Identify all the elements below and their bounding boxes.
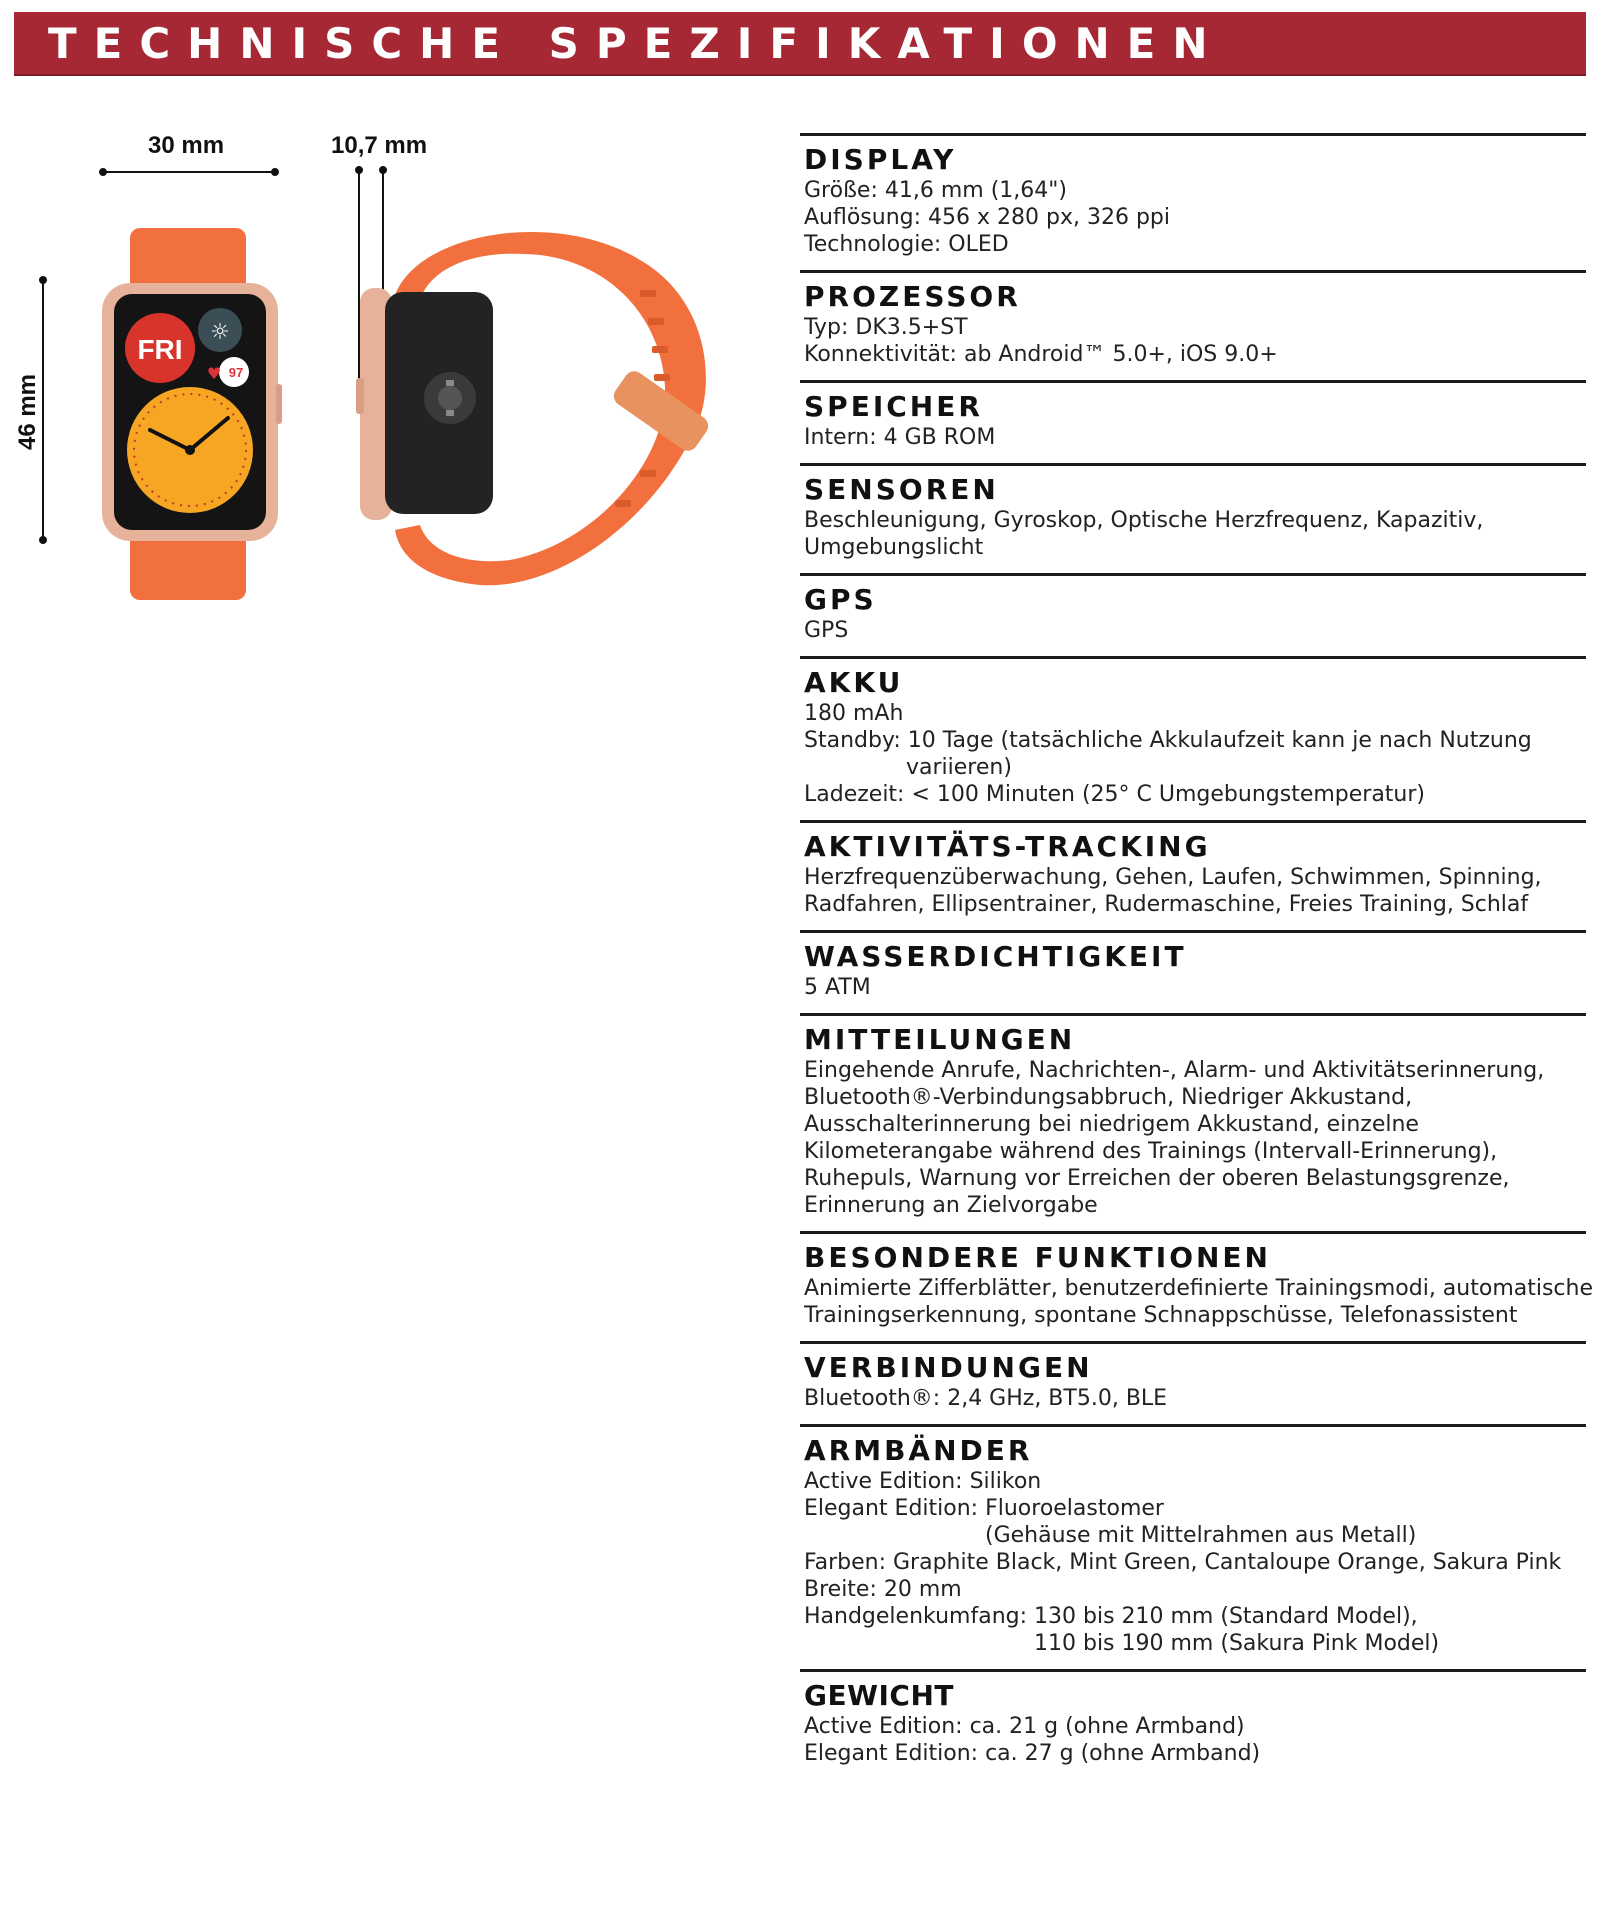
spec-line: Active Edition: ca. 21 g (ohne Armband) [804, 1714, 1245, 1739]
spec-title: VERBINDUNGEN [804, 1351, 1093, 1384]
spec-section-akku [800, 656, 1586, 820]
spec-title: MITTEILUNGEN [804, 1023, 1076, 1056]
spec-section-aktivitaets-tracking [800, 820, 1586, 930]
page-title: TECHNISCHE SPEZIFIKATIONEN [48, 19, 1225, 68]
watch-side-view [356, 232, 712, 585]
width-dimension-label: 30 mm [148, 132, 225, 159]
spec-line: Elegant Edition: ca. 27 g (ohne Armband) [804, 1741, 1261, 1766]
spec-line: 180 mAh [804, 701, 904, 726]
spec-section-gps [800, 573, 1586, 656]
watch-front-view [102, 228, 282, 600]
spec-line: Umgebungslicht [804, 535, 984, 560]
spec-section-armbaender [800, 1424, 1586, 1669]
spec-line: Bluetooth®-Verbindungsabbruch, Niedriger Akkustand, [804, 1085, 1413, 1110]
spec-line: Active Edition: Silikon [804, 1469, 1042, 1494]
spec-line: Erinnerung an Zielvorgabe [804, 1193, 1098, 1218]
spec-line: Eingehende Anrufe, Nachrichten-, Alarm- und Aktivitätserinnerung, [804, 1058, 1545, 1083]
spec-title: GPS [804, 583, 877, 616]
spec-section-wasserdichtigkeit [800, 930, 1586, 1013]
spec-line: Konnektivität: ab Android™ 5.0+, iOS 9.0+ [804, 342, 1278, 367]
spec-section-gewicht [800, 1669, 1586, 1779]
spec-title: SENSOREN [804, 473, 999, 506]
spec-title: GEWICHT [804, 1679, 954, 1712]
spec-title: ARMBÄNDER [804, 1434, 1033, 1467]
spec-section-speicher [800, 380, 1586, 463]
spec-title: PROZESSOR [804, 280, 1021, 313]
spec-line: Kilometerangabe während des Trainings (Intervall-Erinnerung), [804, 1139, 1498, 1164]
spec-title: AKTIVITÄTS-TRACKING [804, 830, 1211, 863]
spec-section-sensoren [800, 463, 1586, 573]
spec-line: 110 bis 190 mm (Sakura Pink Model) [1034, 1631, 1440, 1656]
spec-section-mitteilungen [800, 1013, 1586, 1231]
spec-line: Technologie: OLED [804, 232, 1009, 257]
spec-section-besondere-funktionen [800, 1231, 1594, 1341]
spec-line: Beschleunigung, Gyroskop, Optische Herzfrequenz, Kapazitiv, [804, 508, 1484, 533]
spec-line: (Gehäuse mit Mittelrahmen aus Metall) [985, 1523, 1417, 1548]
spec-title: AKKU [804, 666, 904, 699]
spec-section-verbindungen [800, 1341, 1586, 1424]
spec-section-display [800, 133, 1586, 270]
watch-day-text: FRI [137, 334, 183, 365]
spec-line: Animierte Zifferblätter, benutzerdefinierte Trainingsmodi, automatische [804, 1276, 1594, 1301]
spec-line: Trainingserkennung, spontane Schnappschüsse, Telefonassistent [804, 1303, 1518, 1328]
spec-line: Bluetooth®: 2,4 GHz, BT5.0, BLE [804, 1386, 1168, 1411]
spec-line: variieren) [906, 755, 1012, 780]
spec-line: GPS [804, 618, 849, 643]
watch-heart-rate: 97 [228, 365, 244, 380]
spec-line: Auflösung: 456 x 280 px, 326 ppi [804, 205, 1171, 230]
spec-line: Radfahren, Ellipsentrainer, Rudermaschine, Freies Training, Schlaf [804, 892, 1529, 917]
spec-title: WASSERDICHTIGKEIT [804, 940, 1187, 973]
spec-line: 5 ATM [804, 975, 871, 1000]
spec-title: BESONDERE FUNKTIONEN [804, 1241, 1271, 1274]
spec-line: Breite: 20 mm [804, 1577, 962, 1602]
spec-line: Standby: 10 Tage (tatsächliche Akkulaufzeit kann je nach Nutzung [804, 728, 1532, 753]
spec-line: Intern: 4 GB ROM [804, 425, 996, 450]
spec-line: Herzfrequenzüberwachung, Gehen, Laufen, Schwimmen, Spinning, [804, 865, 1542, 890]
depth-dimension-label: 10,7 mm [331, 132, 428, 159]
header-banner [14, 12, 1586, 74]
spec-title: DISPLAY [804, 143, 957, 176]
svg-text:☼: ☼ [210, 320, 230, 345]
spec-line: Ausschalterinnerung bei niedrigem Akkustand, einzelne [804, 1112, 1419, 1137]
height-dimension-label: 46 mm [14, 373, 42, 451]
spec-section-prozessor [800, 270, 1586, 380]
spec-line: Typ: DK3.5+ST [804, 315, 968, 340]
spec-line: Größe: 41,6 mm (1,64") [804, 178, 1067, 203]
spec-line: Farben: Graphite Black, Mint Green, Cantaloupe Orange, Sakura Pink [804, 1550, 1562, 1575]
spec-title: SPEICHER [804, 390, 983, 423]
spec-line: Elegant Edition: Fluoroelastomer [804, 1496, 1164, 1521]
spec-line: Ruhepuls, Warnung vor Erreichen der oberen Belastungsgrenze, [804, 1166, 1510, 1191]
spec-line: Handgelenkumfang: 130 bis 210 mm (Standard Model), [804, 1604, 1418, 1629]
watch-illustration [0, 120, 760, 620]
spec-line: Ladezeit: < 100 Minuten (25° C Umgebungstemperatur) [804, 782, 1426, 807]
spec-list [800, 133, 1594, 1779]
heart-icon: ♥ [206, 364, 222, 383]
